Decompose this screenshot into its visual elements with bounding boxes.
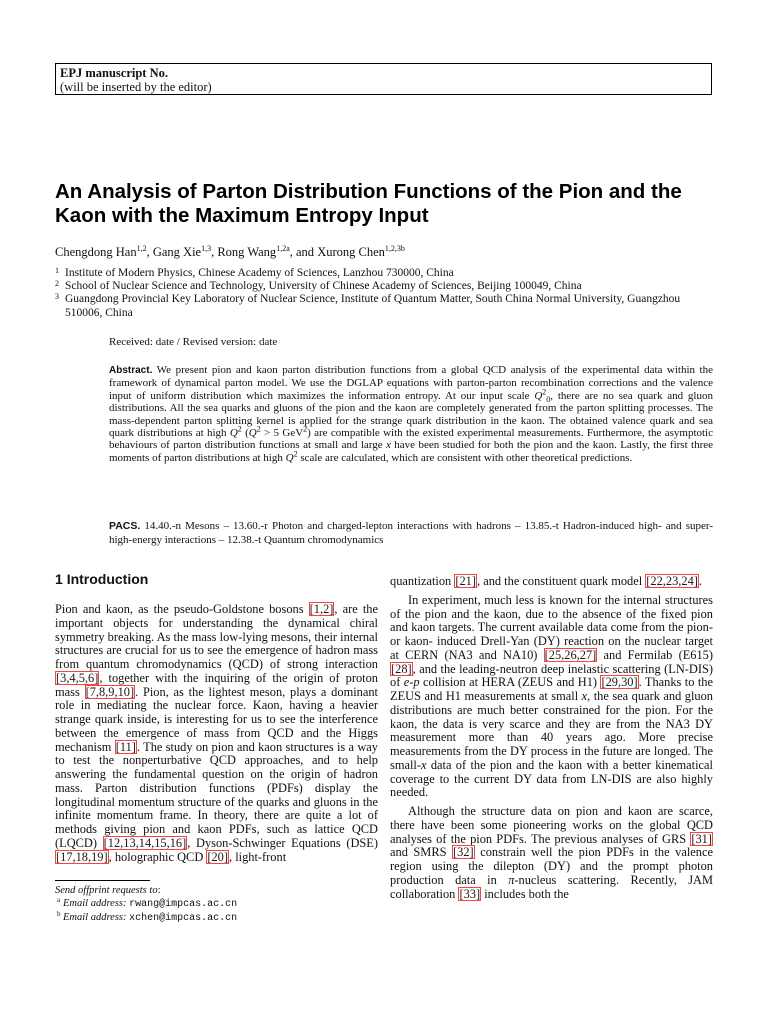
abstract-text: We present pion and kaon parton distribution functions from a global QCD analysis of the experimental data within the framework of dynamical parton model. We use the DGLAP equations with parton-parton recombination corrections and the valence input of uniform distribution which maximizes the information entropy. At our input scale <box>109 364 713 402</box>
abstract-text: ) are compatible with the existed experimental measurements. Furthermore, the asymptotic behaviours of parton distribution functions at small and large <box>109 427 713 452</box>
body-text: , light-front <box>229 849 287 864</box>
math-superscript: 2 <box>237 424 242 434</box>
body-text: -nucleus scattering. Recently, JAM collaboration <box>390 872 713 901</box>
citation-link[interactable]: [31] <box>691 831 712 846</box>
footnote-send-offprint <box>55 884 378 897</box>
pacs-text: 14.40.-n Mesons – 13.60.-r Photon and charged-lepton interactions with hadrons – 13.85.-t Hadron-induced high- and super-high-energy interactions – 12.38.-t Quantum chromodynamics <box>109 520 713 546</box>
citation-link[interactable]: [29,30] <box>601 675 638 690</box>
footnote-mark: b <box>57 910 61 918</box>
math-symbol: x <box>420 757 427 772</box>
math-text: > 5 GeV <box>260 427 304 440</box>
received-date-line: Received: date / Revised version: date <box>109 336 278 348</box>
citation-link[interactable]: [21] <box>455 574 476 588</box>
affiliation-number: 1 <box>55 266 59 275</box>
body-text: , and the leading-neutron deep inelastic scattering (LN-DIS) of <box>390 661 713 690</box>
footnote-label: Email address: <box>63 898 127 909</box>
affiliation-item <box>55 280 715 293</box>
math-symbol: Q <box>229 427 238 440</box>
affiliation-text: School of Nuclear Science and Technology, University of Chinese Academy of Sciences, Beijing 100049, China <box>65 280 582 293</box>
citation-link[interactable]: [33] <box>459 886 481 901</box>
citation-link[interactable]: [32] <box>453 845 474 860</box>
manuscript-label: EPJ manuscript No. <box>60 66 168 80</box>
body-text: , Dyson-Schwinger Equations (DSE) <box>187 835 378 850</box>
footnote-divider <box>55 880 150 881</box>
math-subscript: 0 <box>546 395 551 404</box>
citation-link[interactable]: [12,13,14,15,16] <box>103 835 187 850</box>
body-text: constrain well the pion PDFs in the valence region using the dilepton (DY) and the prompt photon production data in <box>390 845 713 887</box>
abstract-text: scale are calculated, which are consistent with other theoretical predictions. <box>297 451 633 464</box>
citation-link[interactable]: [7,8,9,10] <box>85 684 135 699</box>
abstract-text: have been studied for both the pion and the kaon. Lastly, the first three moments of parton distributions at high <box>109 439 713 464</box>
body-text: In experiment, much less is known for the internal structures of the pion and the kaon, due to the absence of the fixed pion and kaon targets. The current available data come from the pion- or kaon- induced Drell-Yan (DY) reaction on the nuclear target at CERN (NA3 and NA10) <box>390 592 713 662</box>
citation-link[interactable]: [28] <box>391 661 412 676</box>
author-separator: , <box>146 245 153 259</box>
abstract-label: Abstract. <box>109 365 153 376</box>
section-heading <box>55 571 148 587</box>
math-symbol: Q <box>534 389 543 402</box>
author-separator: , <box>211 245 218 259</box>
body-text: and SMRS <box>390 845 453 860</box>
paper-title: An Analysis of Parton Distribution Functions of the Pion and the Kaon with the Maximum Entropy Input <box>55 180 682 227</box>
math-superscript: 2 <box>293 449 298 459</box>
body-text: , together with the inquiring of the origin of proton mass <box>55 670 378 699</box>
author-name: Chengdong Han <box>55 245 137 259</box>
citation-link[interactable]: [22,23,24] <box>646 574 698 588</box>
right-column <box>390 575 713 901</box>
body-text: collision at HERA (ZEUS and H1) <box>419 675 601 690</box>
author-name: Rong Wang <box>217 245 277 259</box>
body-text: , the sea quark and gluon distributions are much better constrained for the pion. For the kaon, the data is very scarce and they are from the NA3 DY measurement more than 40 years ago. More precise measurements from the DY process in the future are longed. The small- <box>390 689 713 772</box>
footnote-label: Email address: <box>63 912 127 923</box>
body-text: quantization <box>390 574 455 588</box>
affiliation-number: 2 <box>55 279 59 289</box>
editor-note: (will be inserted by the editor) <box>60 80 212 94</box>
body-text: , holographic QCD <box>108 849 207 864</box>
author-affil-mark: 1,3 <box>201 243 212 253</box>
math-symbol: x <box>581 689 588 703</box>
affiliation-text: Institute of Modern Physics, Chinese Academy of Sciences, Lanzhou 730000, China <box>65 267 454 279</box>
body-text: . Pion, as the lightest meson, plays a dominant role in mediating the nuclear force. Kaon, having a heavier strange quark inside, is interesting for us to see the interference between the emergence of mass from QCD and the Higgs mechanism <box>55 684 378 754</box>
email-link[interactable]: rwang@impcas.ac.cn <box>129 899 238 910</box>
paragraph <box>390 575 713 589</box>
math-symbol: e-p <box>403 675 420 690</box>
citation-link[interactable]: [3,4,5,6] <box>56 670 99 685</box>
math-symbol: Q <box>248 427 257 440</box>
manuscript-header-box <box>55 63 712 95</box>
section-title: Introduction <box>66 571 149 587</box>
body-text: , are the important objects for understanding the dynamical chiral symmetry breaking. As the mass low-lying mesons, their internal structures are crucial for us to see the emergence of hadron mass from quantum chromodynamics (QCD) of strong interaction <box>55 602 378 671</box>
math-superscript: 2 <box>256 424 261 434</box>
footnote-mark: a <box>57 896 61 904</box>
footnote-item <box>55 911 378 925</box>
author-affil-mark: 1,2a <box>276 243 290 253</box>
abstract <box>109 364 713 464</box>
affiliation-text: Guangdong Provincial Key Laboratory of Nuclear Science, Institute of Quantum Matter, South China Normal University, Guangzhou 510006, China <box>65 293 681 319</box>
abstract-text: ( <box>241 427 249 440</box>
body-text: , and the constituent quark model <box>477 574 646 588</box>
author-list <box>55 244 715 260</box>
footnote-colon: : <box>157 885 161 896</box>
body-text: includes both the <box>481 886 569 901</box>
body-text: data of the pion and the kaon with a better kinematical coverage to the current DY data from LN-DIS are also highly needed. <box>390 757 713 800</box>
math-symbol: Q <box>285 451 294 464</box>
body-text: Although the structure data on pion and kaon are scarce, there have been some pioneering works on the global QCD analyses of the pion PDFs. The previous analyses of GRS <box>390 804 713 846</box>
footnote-label: Send offprint requests to <box>55 885 158 896</box>
author-separator: , and <box>289 245 318 259</box>
math-superscript: 2 <box>542 387 547 397</box>
section-number: 1 <box>55 571 63 587</box>
paragraph <box>390 594 713 800</box>
left-column <box>55 603 378 864</box>
body-text: and Fermilab (E615) <box>597 647 713 662</box>
abstract-text: , there are no sea quark and gluon distributions. All the sea quarks and gluons of the pion and the kaon are completely generated from the parton splitting processes. The mass-dependent parton splitting kernel is applied for the strange quark distribution in the kaon. The obtained valence quark and sea quark distributions at high <box>109 389 713 440</box>
paragraph <box>390 805 713 901</box>
footnote-item <box>55 897 378 911</box>
math-symbol: x <box>386 439 391 452</box>
author-affil-mark: 1,2,3b <box>384 243 405 253</box>
body-text: . <box>698 574 703 588</box>
affiliation-item <box>55 293 715 319</box>
math-superscript: 2 <box>303 424 308 434</box>
email-link[interactable]: xchen@impcas.ac.cn <box>129 913 238 924</box>
footnotes <box>55 884 378 925</box>
body-text: Pion and kaon, as the pseudo-Goldstone bosons <box>55 602 309 616</box>
pacs-codes <box>109 519 713 547</box>
paragraph <box>55 603 378 864</box>
author-name: Xurong Chen <box>317 245 385 259</box>
pacs-label: PACS. <box>109 520 141 532</box>
math-symbol: π <box>508 872 515 887</box>
affiliation-item <box>55 267 715 280</box>
author-name: Gang Xie <box>152 245 202 259</box>
citation-link[interactable]: [1,2] <box>309 602 334 616</box>
citation-link[interactable]: [11] <box>115 739 136 754</box>
citation-link[interactable]: [20] <box>207 849 229 864</box>
affiliation-list <box>55 267 715 320</box>
author-affil-mark: 1,2 <box>136 243 147 253</box>
citation-link[interactable]: [17,18,19] <box>56 849 108 864</box>
citation-link[interactable]: [25,26,27] <box>544 647 597 662</box>
body-text: . Thanks to the ZEUS and H1 measurements at small <box>390 675 713 703</box>
body-text: . The study on pion and kaon structures is a way to test the nonperturbative QCD approaches, and to help answering the fundamental question on the origin of hadron mass. Parton distribution functions (PDFs) display the longitudinal momentum structure of the quarks and gluons in the infinite momentum frame. In theory, there are quite a lot of methods giving pion and kaon PDFs, such as lattice QCD (LQCD) <box>55 739 379 850</box>
affiliation-number: 3 <box>55 292 59 302</box>
